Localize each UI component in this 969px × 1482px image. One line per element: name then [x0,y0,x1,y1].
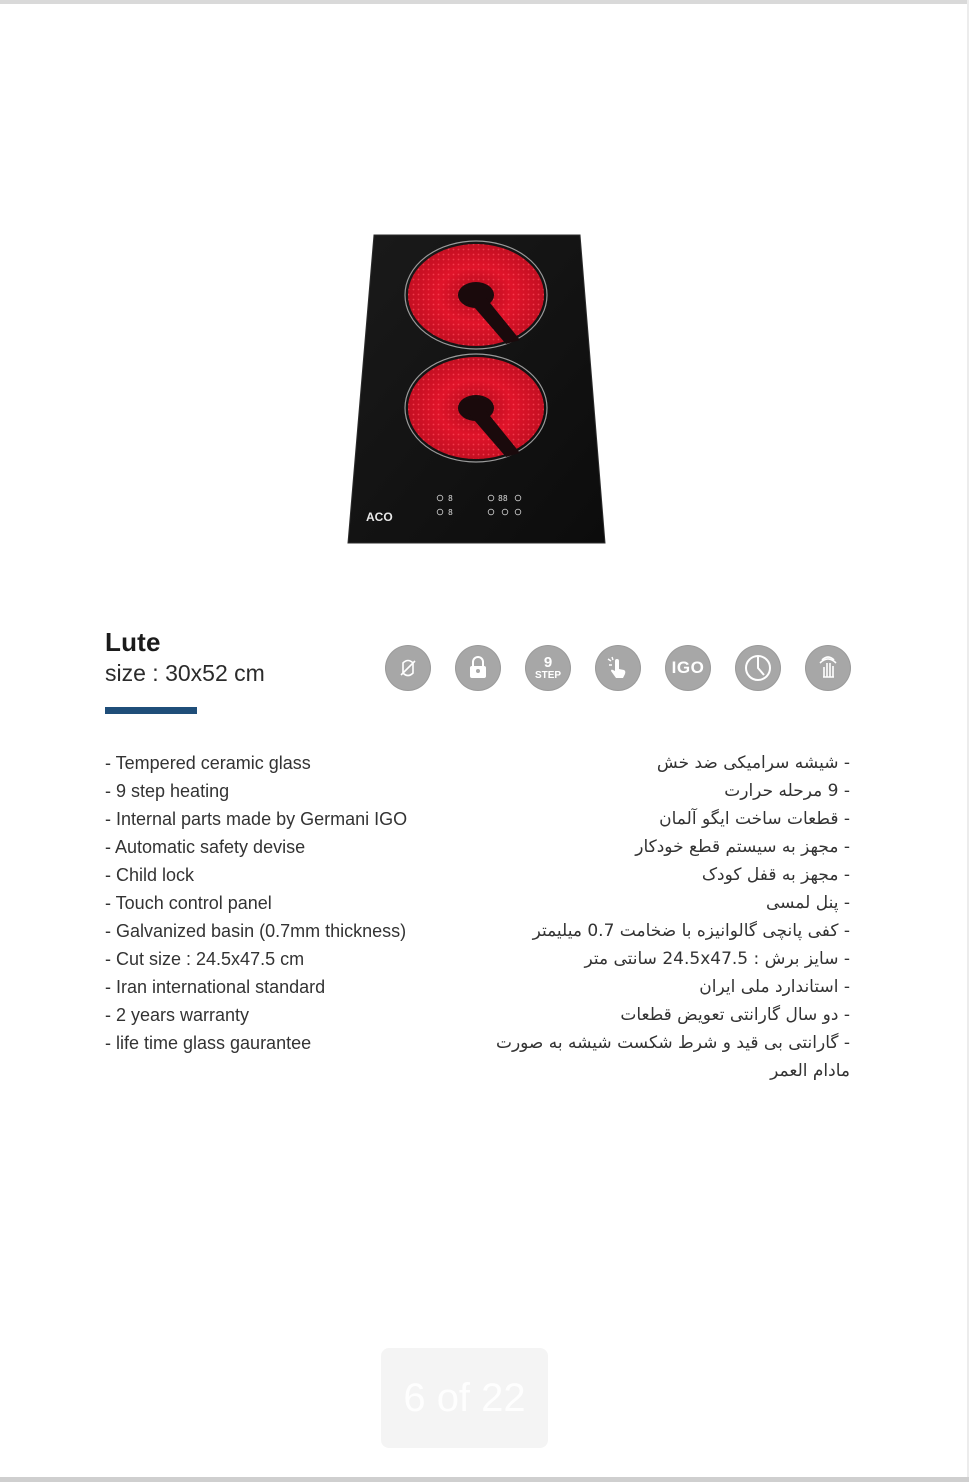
spec-item-fa: - کفی پانچی گالوانیزه با ضخامت 0.7 میلیمتر [532,921,850,941]
ceramic-glass-icon [386,646,430,690]
accent-bar [105,707,197,714]
cooktop-image [346,232,608,548]
spec-item-fa: - مجهز به قفل کودک [701,865,850,885]
spec-item: - Iran international standard [105,977,326,997]
top-edge [0,0,969,4]
panel-digit-3: 88 [498,494,508,503]
spec-item-fa: - دو سال گارانتی تعویض قطعات [620,1005,850,1025]
product-name: Lute [105,627,161,657]
spec-item: - Touch control panel [105,893,272,913]
spec-item: - 2 years warranty [105,1005,250,1025]
spec-item-fa: - قطعات ساخت ایگو آلمان [659,809,850,829]
panel-digit-1: 8 [448,494,453,503]
spec-item-fa: - شیشه سرامیکی ضد خش [656,753,850,773]
product-size: size : 30x52 cm [105,660,265,686]
igo-icon [666,646,710,690]
panel-digit-2: 8 [448,508,453,517]
spec-item-fa: - استاندارد ملی ایران [699,977,850,997]
spec-item: - life time glass gaurantee [105,1033,312,1053]
bottom-edge [0,1477,969,1482]
feature-icons [385,646,851,692]
spec-item: - Tempered ceramic glass [105,753,311,773]
page-indicator: 6 of 22 [381,1348,548,1448]
igo-label: IGO [671,658,705,677]
brand-logo: ACO [366,510,393,524]
child-lock-icon [456,646,500,690]
spec-item-fa: - سایز برش : 24.5x47.5 سانتی متر [584,949,850,969]
specs-persian [490,749,850,1085]
spec-item-fa: - پنل لمسی [765,893,850,913]
spec-item-fa: - 9 مرحله حرارت [724,781,850,801]
spec-item: - Internal parts made by Germani IGO [105,809,408,829]
step-number: 9 [543,654,553,671]
spec-item-fa: - مجهز به سیستم قطع خودکار [635,837,850,857]
touch-control-icon [596,646,640,690]
nine-step-icon [526,646,570,690]
spec-item-fa: - گارانتی بی قید و شرط شکست شیشه به صورت مادام العمر [495,1033,850,1081]
timer-icon [736,646,780,690]
spec-item: - Galvanized basin (0.7mm thickness) [105,921,407,941]
spec-item: - Automatic safety devise [105,837,306,857]
specs-english [105,749,407,1057]
step-label: STEP [534,670,562,681]
spec-item: - Child lock [105,865,195,885]
spec-item: - 9 step heating [105,781,230,801]
spec-item: - Cut size : 24.5x47.5 cm [105,949,305,969]
safety-hand-icon [806,646,850,690]
